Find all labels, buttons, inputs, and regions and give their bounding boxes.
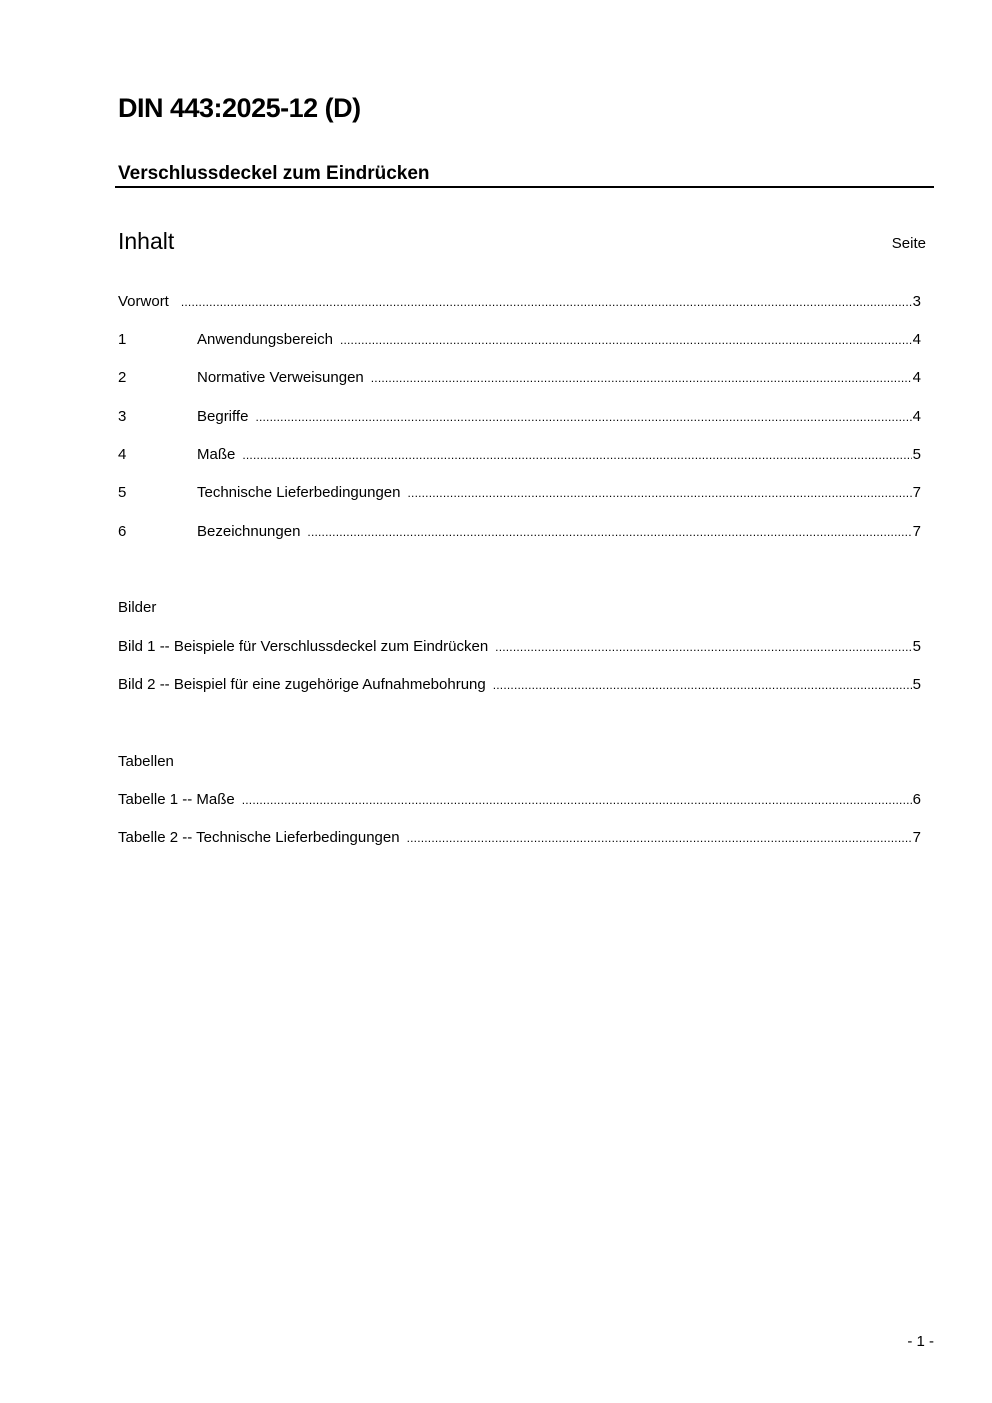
toc-entry-6[interactable] bbox=[118, 523, 921, 543]
dot-leader bbox=[255, 410, 911, 424]
toc-entry-4[interactable] bbox=[118, 446, 921, 466]
figure-entry-2[interactable] bbox=[118, 676, 921, 696]
figure-entry-1[interactable] bbox=[118, 638, 921, 658]
toc-entry-vorwort[interactable] bbox=[118, 293, 921, 313]
page-number: - 1 - bbox=[907, 1333, 934, 1350]
title-divider bbox=[115, 186, 934, 188]
toc-page-column-label: Seite bbox=[891, 235, 926, 252]
toc-entry-label: Normative Verweisungen bbox=[197, 369, 364, 386]
figures-heading: Bilder bbox=[118, 599, 157, 616]
toc-entry-number: 6 bbox=[118, 523, 127, 540]
dot-leader bbox=[242, 793, 912, 807]
toc-entry-page: 4 bbox=[912, 331, 921, 348]
figure-entry-label: Bild 2 -- Beispiel für eine zugehörige Aufnahmebohrung bbox=[118, 676, 486, 693]
dot-leader bbox=[493, 678, 912, 692]
toc-entry-number: 5 bbox=[118, 484, 127, 501]
table-entry-1[interactable] bbox=[118, 791, 921, 811]
toc-entry-page: 4 bbox=[912, 369, 921, 386]
toc-entry-page: 3 bbox=[912, 293, 921, 310]
toc-entry-label: Begriffe bbox=[197, 408, 249, 425]
tables-heading: Tabellen bbox=[118, 753, 174, 770]
table-entry-page: 7 bbox=[912, 829, 921, 846]
toc-entry-page: 7 bbox=[912, 484, 921, 501]
toc-entry-number: 1 bbox=[118, 331, 127, 348]
toc-entry-number: 4 bbox=[118, 446, 127, 463]
toc-entry-number: 2 bbox=[118, 369, 127, 386]
toc-entry-label: Maße bbox=[197, 446, 236, 463]
toc-entry-1[interactable] bbox=[118, 331, 921, 351]
document-title: Verschlussdeckel zum Eindrücken bbox=[118, 163, 430, 184]
dot-leader bbox=[371, 371, 912, 385]
toc-entry-label: Bezeichnungen bbox=[197, 523, 301, 540]
toc-entry-5[interactable] bbox=[118, 484, 921, 504]
toc-entry-number: 3 bbox=[118, 408, 127, 425]
dot-leader bbox=[495, 640, 911, 654]
table-entry-page: 6 bbox=[912, 791, 921, 808]
document-id: DIN 443:2025-12 (D) bbox=[118, 93, 361, 123]
toc-entry-2[interactable] bbox=[118, 369, 921, 389]
toc-entry-label: Technische Lieferbedingungen bbox=[197, 484, 401, 501]
table-entry-label: Tabelle 2 -- Technische Lieferbedingungen bbox=[118, 829, 400, 846]
dot-leader bbox=[307, 525, 911, 539]
toc-entry-page: 7 bbox=[912, 523, 921, 540]
toc-entry-label: Vorwort bbox=[118, 293, 169, 310]
toc-entry-page: 5 bbox=[912, 446, 921, 463]
dot-leader bbox=[181, 295, 912, 309]
dot-leader bbox=[408, 486, 912, 500]
toc-entry-3[interactable] bbox=[118, 408, 921, 428]
toc-entry-label: Anwendungsbereich bbox=[197, 331, 333, 348]
toc-entry-page: 4 bbox=[912, 408, 921, 425]
dot-leader bbox=[242, 448, 911, 462]
toc-heading: Inhalt bbox=[118, 228, 175, 254]
figure-entry-page: 5 bbox=[912, 676, 921, 693]
figure-entry-page: 5 bbox=[912, 638, 921, 655]
table-entry-2[interactable] bbox=[118, 829, 921, 849]
figure-entry-label: Bild 1 -- Beispiele für Verschlussdeckel zum Eindrücken bbox=[118, 638, 489, 655]
table-entry-label: Tabelle 1 -- Maße bbox=[118, 791, 235, 808]
dot-leader bbox=[407, 831, 912, 845]
dot-leader bbox=[340, 333, 912, 347]
